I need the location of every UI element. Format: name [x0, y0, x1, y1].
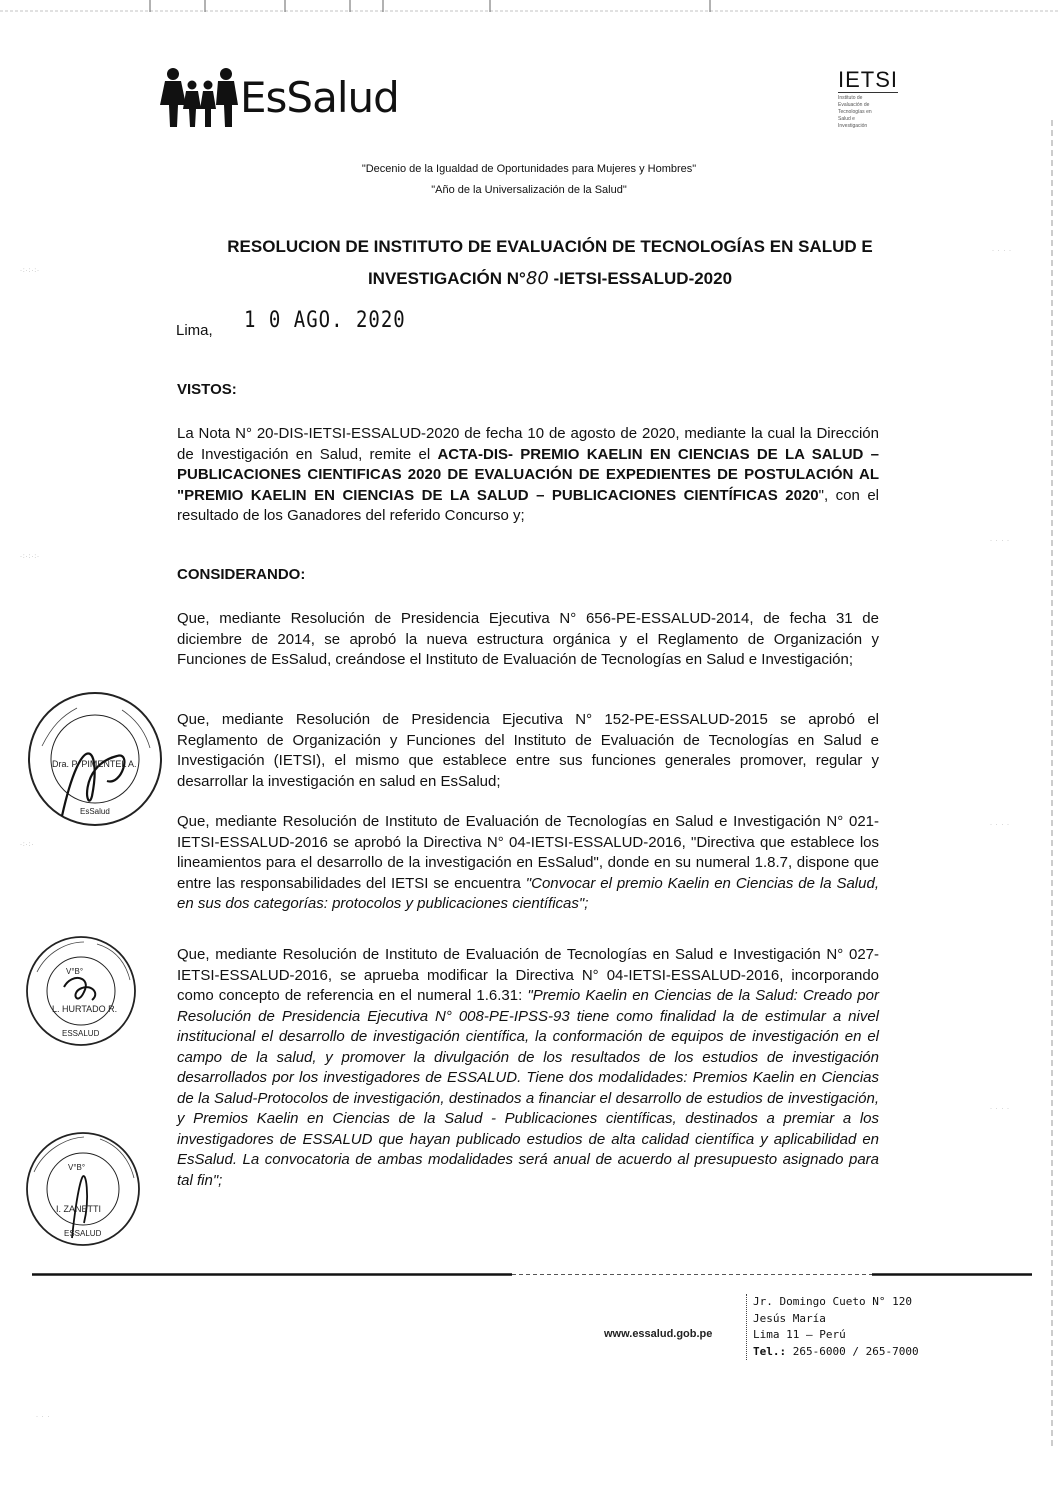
- footer-address: [746, 1294, 919, 1360]
- seal-2-name: L. HURTADO R.: [52, 1004, 118, 1014]
- heading-considerando: CONSIDERANDO:: [177, 566, 306, 583]
- resolution-number: 80: [525, 268, 549, 289]
- scan-speck: ·:·:·:·: [20, 268, 40, 274]
- resolution-title-line-1: RESOLUCION DE INSTITUTO DE EVALUACIÓN DE TECNOLOGÍAS EN SALUD E: [227, 237, 873, 256]
- paragraph-vistos: La Nota N° 20-DIS-IETSI-ESSALUD-2020 de fecha 10 de agosto de 2020, mediante la cual la Dirección de Investigación en Salud, remite el ACTA-DIS- PREMIO KAELIN EN CIENCIAS DE LA SALUD – PUBLICACIONES CIENTIFICAS 2020 DE EVALUACIÓN DE EXPEDIENTES DE POSTULACIÓN AL "PREMIO KAELIN EN CIENCIAS DE LA SALUD – PUBLICACIONES CIENTÍFICAS 2020", con el resultado de los Ganadores del referido Concurso y;: [177, 425, 879, 524]
- date-place: Lima,: [176, 322, 213, 339]
- scan-speck: ·:·:·:·: [20, 554, 40, 560]
- paragraph-considerando-4: Que, mediante Resolución de Instituto de Evaluación de Tecnologías en Salud e Investigación N° 027-IETSI-ESSALUD-2016, se aprueba modificar la Directiva N° 04-IETSI-ESSALUD-2016, incorporando como concepto de referencia en el numeral 1.6.31: "Premio Kaelin en Ciencias de la Salud: Creado por Resolución de Presidencia Ejecutiva N° 008-PE-IPSS-93 tiene como finalidad la de estimular a nivel institucional el desarrollo de investigación científica, la conformación de equipos de investigación en el campo de la salud, y promover la divulgación de los resultados de los estudios de investigación desarrollados por los investigadores de ESSALUD. Tiene dos modalidades: Premios Kaelin en Ciencias de la Salud-Protocolos de investigación, destinados a financiar el desarrollo de estudios de investigación, y Premios Kaelin en Ciencias de la Salud - Publicaciones científicas, destinados a premiar a los investigadores de ESSALUD que hayan publicado estudios de alta calidad científica y aplicabilidad en EsSalud. La convocatoria de ambas modalidades será anual de acuerdo al presupuesto asignado para tal fin";: [177, 946, 879, 1189]
- paragraph-considerando-3: Que, mediante Resolución de Instituto de Evaluación de Tecnologías en Salud e Investigación N° 021-IETSI-ESSALUD-2016 se aprobó la Directiva N° 04-IETSI-ESSALUD-2016, "Directiva que establece los lineamientos para el desarrollo de la investigación en EsSalud", donde en su numeral 1.8.7, dispone que entre las responsabilidades del IETSI se encuentra "Convocar el premio Kaelin en Ciencias de la Salud, en sus dos categorías: protocolos y publicaciones científicas";: [177, 813, 879, 912]
- footer-rule: [32, 1273, 1032, 1276]
- scan-speck: ·:·:·: [20, 842, 35, 848]
- ietsi-logo: [838, 68, 908, 130]
- paragraph-considerando-1: Que, mediante Resolución de Presidencia Ejecutiva N° 656-PE-ESSALUD-2014, de fecha 31 de diciembre de 2014, se aprobó la nueva estructura orgánica y el Reglamento de Organización y Funciones de EsSalud, creándose el Instituto de Evaluación de Tecnologías en Salud e Investigación;: [177, 610, 879, 668]
- seal-1: [22, 686, 168, 832]
- motto-line-2: "Año de la Universalización de la Salud": [431, 184, 627, 196]
- family-icon: [160, 65, 238, 129]
- address-line-2: Jesús María: [753, 1311, 826, 1325]
- scan-edge-top: [0, 0, 1058, 14]
- seal-1-bottom: EsSalud: [80, 807, 110, 816]
- website-link[interactable]: www.essalud.gob.pe: [604, 1328, 713, 1340]
- seal-2-vb: V°B°: [66, 967, 84, 976]
- date-stamp: 1 0 AGO. 2020: [244, 307, 406, 333]
- address-line-3: Lima 11 – Perú: [753, 1328, 846, 1341]
- seal-3-name: I. ZANETTI: [56, 1204, 101, 1214]
- heading-vistos: VISTOS:: [177, 381, 237, 398]
- scan-speck: · · · ·: [992, 248, 1012, 254]
- address-line-1: Jr. Domingo Cueto N° 120: [753, 1295, 912, 1308]
- logo-text: EsSalud: [240, 72, 399, 122]
- ietsi-title: IETSI: [838, 67, 899, 92]
- scan-speck: · · · ·: [990, 822, 1010, 828]
- scan-speck: · · ·: [36, 1414, 51, 1420]
- seal-3-vb: V°B°: [68, 1163, 86, 1172]
- seal-2-bottom: ESSALUD: [62, 1029, 100, 1038]
- seal-2: [22, 932, 140, 1050]
- paragraph-considerando-2: Que, mediante Resolución de Presidencia Ejecutiva N° 152-PE-ESSALUD-2015 se aprobó el Reglamento de Organización y Funciones del Instituto de Evaluación de Tecnologías en Salud e Investigación (IETSI), el mismo que establece entre sus funciones generales promover, regular y desarrollar la investigación en salud en EsSalud;: [177, 711, 879, 790]
- ietsi-subtext: Instituto de Evaluación de Tecnologías en Salud e Investigación: [838, 95, 872, 129]
- motto-line-1: "Decenio de la Igualdad de Oportunidades para Mujeres y Hombres": [361, 163, 697, 175]
- scan-speck: · · · ·: [990, 538, 1010, 544]
- address-phone: Tel.: 265-6000 / 265-7000: [753, 1344, 919, 1358]
- essalud-logo: [160, 62, 399, 132]
- seal-1-name: Dra. P. PIMENTEL A.: [52, 759, 137, 769]
- scan-speck: · · · ·: [990, 1106, 1010, 1112]
- seal-3-bottom: ESSALUD: [64, 1229, 102, 1238]
- resolution-title-line-2: INVESTIGACIÓN N°80 -IETSI-ESSALUD-2020: [367, 268, 733, 289]
- scan-edge-right: [1046, 120, 1056, 1450]
- seal-3: [22, 1128, 144, 1250]
